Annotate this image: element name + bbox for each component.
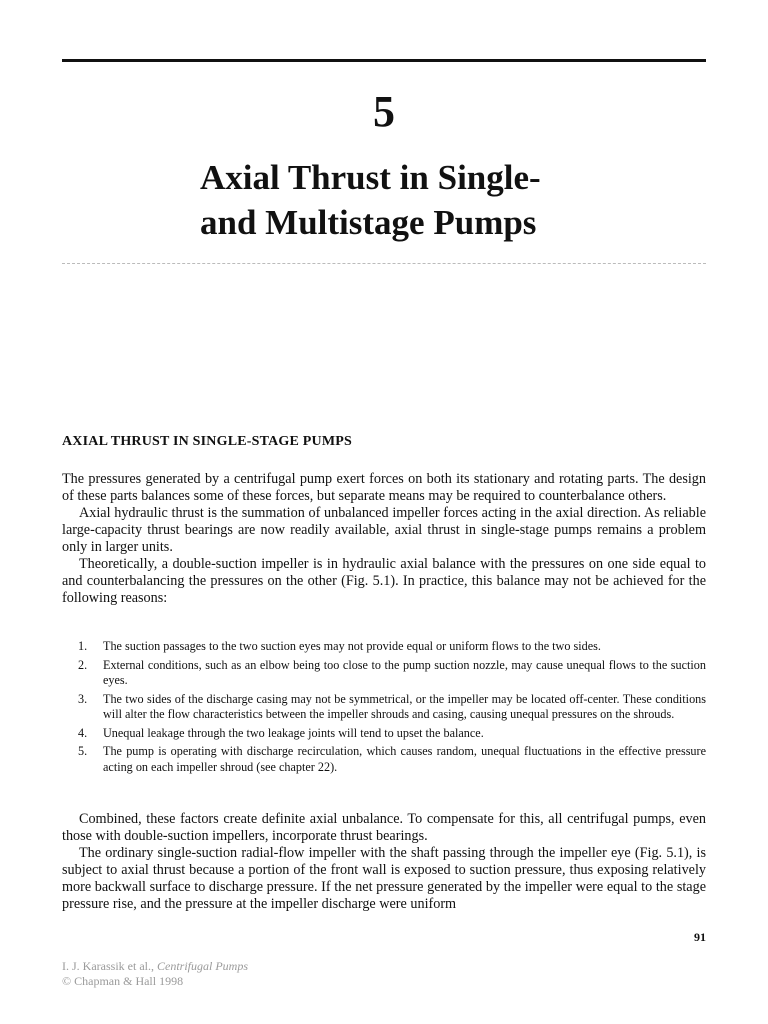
paragraph: The ordinary single-suction radial-flow impeller with the shaft passing through the impeller eye (Fig. 5.1), is subject to axial thrust because a portion of the front wall is exposed to suction pressure, thus exposing relatively more backwall surface to discharge pressure. If the net pressure generated by the impeller were equal to the stage pressure rise, and the pressure at the impeller discharge were uniform xyxy=(62,845,706,912)
copyright-line: © Chapman & Hall 1998 xyxy=(62,974,184,988)
paragraph: Combined, these factors create definite axial unbalance. To compensate for this, all centrifugal pumps, even those with double-suction impellers, incorporate thrust bearings. xyxy=(62,811,706,844)
list-item xyxy=(62,744,706,775)
list-item xyxy=(62,658,706,689)
list-item-number: 4. xyxy=(78,725,88,740)
citation-authors: I. J. Karassik et al., xyxy=(62,959,154,973)
reasons-list xyxy=(62,639,706,778)
list-item xyxy=(62,639,706,655)
list-item-text: External conditions, such as an elbow being too close to the pump suction nozzle, may cause unequal flows to the suction eyes. xyxy=(103,657,706,687)
title-divider xyxy=(62,263,706,264)
page-number: 91 xyxy=(694,930,706,944)
list-item-number: 1. xyxy=(78,639,88,653)
top-rule xyxy=(62,59,706,62)
list-item-number: 2. xyxy=(78,657,88,672)
section-heading: AXIAL THRUST IN SINGLE-STAGE PUMPS xyxy=(62,434,352,449)
list-item-number: 3. xyxy=(78,691,88,706)
citation-footer xyxy=(62,959,248,989)
chapter-title-line-2: and Multistage Pumps xyxy=(200,203,537,242)
list-item-text: The pump is operating with discharge recirculation, which causes random, unequal fluctuations in the effective pressure acting on each impeller shroud (see chapter 22). xyxy=(103,744,706,774)
list-item xyxy=(62,692,706,723)
chapter-title xyxy=(200,155,720,245)
list-item-text: Unequal leakage through the two leakage joints will tend to upset the balance. xyxy=(103,725,484,740)
intro-text-block xyxy=(62,471,706,607)
paragraph: The pressures generated by a centrifugal pump exert forces on both its stationary and rotating parts. The design of these parts balances some of these forces, but separate means may be required to counterbalance others. xyxy=(62,471,706,504)
citation-book-title: Centrifugal Pumps xyxy=(156,959,248,973)
continuation-text-block xyxy=(62,811,706,913)
citation-line xyxy=(62,959,248,974)
paragraph: Axial hydraulic thrust is the summation of unbalanced impeller forces acting in the axial direction. As reliable large-capacity thrust bearings are now readily available, axial thrust in single-stage pumps remains a problem only in larger units. xyxy=(62,505,706,555)
list-item xyxy=(62,726,706,742)
list-item-number: 5. xyxy=(78,744,88,758)
paragraph: Theoretically, a double-suction impeller is in hydraulic axial balance with the pressures on one side equal to and counterbalancing the pressures on the other (Fig. 5.1). In practice, this balance may not be achieved for the following reasons: xyxy=(62,556,706,606)
chapter-number: 5 xyxy=(373,87,395,136)
list-item-text: The two sides of the discharge casing may not be symmetrical, or the impeller may be located off-center. These conditions will alter the flow characteristics between the impeller shrouds and casing, causing unequal pressures on the shrouds. xyxy=(103,691,706,721)
chapter-title-line-1: Axial Thrust in Single- xyxy=(200,158,541,197)
list-item-text: The suction passages to the two suction eyes may not provide equal or uniform flows to the two sides. xyxy=(103,639,601,653)
